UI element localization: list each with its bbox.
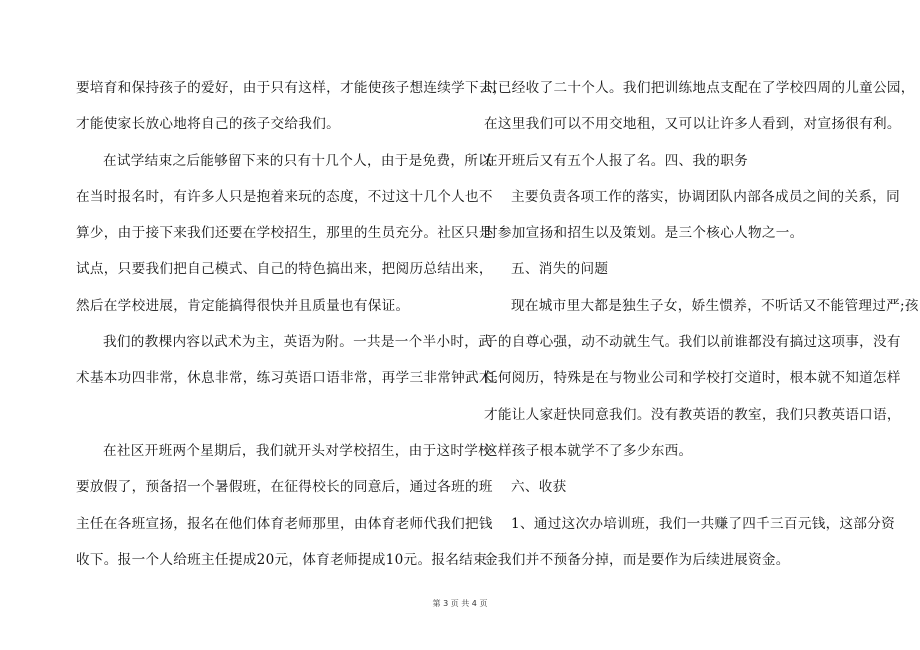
paragraph-line: 子的自尊心强，动不动就生气。我们以前谁都没有搞过这项事，没有 bbox=[484, 334, 901, 351]
left-column bbox=[76, 70, 507, 578]
paragraph-line: 术基本功四非常，休息非常，练习英语口语非常，再学三非常钟武术。 bbox=[76, 370, 507, 387]
section-heading: 六、收获 bbox=[511, 479, 567, 496]
paragraph-line: 这样孩子根本就学不了多少东西。 bbox=[484, 442, 693, 459]
paragraph-line: 主任在各班宣扬，报名在他们体育老师那里，由体育老师代我们把钱 bbox=[76, 515, 493, 532]
paragraph-line: 要放假了，预备招一个暑假班，在征得校长的同意后，通过各班的班 bbox=[76, 479, 493, 496]
paragraph-line: 要培育和保持孩子的爱好，由于只有这样，才能使孩子想连续学下去， bbox=[76, 80, 507, 96]
paragraph-line: 才能使家长放心地将自己的孩子交给我们。 bbox=[76, 116, 340, 133]
paragraph-line: 任何阅历，特殊是在与物业公司和学校打交道时，根本就不知道怎样 bbox=[484, 370, 901, 387]
paragraph-line: 然后在学校进展，肯定能搞得很快并且质量也有保证。 bbox=[76, 297, 410, 314]
paragraph-line: 时参加宣扬和招生以及策划。是三个核心人物之一。 bbox=[484, 225, 804, 242]
paragraph-line: 在试学结束之后能够留下来的只有十几个人，由于是免费，所以 bbox=[103, 152, 493, 169]
paragraph-line: 在开班后又有五个人报了名。四、我的职务 bbox=[484, 152, 748, 169]
paragraph-line: 在社区开班两个星期后，我们就开头对学校招生，由于这时学校 bbox=[103, 442, 493, 459]
paragraph-line: 试点，只要我们把自己模式、自己的特色搞出来，把阅历总结出来， bbox=[76, 261, 493, 278]
section-heading: 五、消失的问题 bbox=[511, 261, 609, 278]
blank-line bbox=[76, 397, 461, 433]
paragraph-line: 在当时报名时，有许多人只是抱着来玩的态度，不过这十几个人也不 bbox=[76, 188, 493, 205]
paragraph-line: 主要负责各项工作的落实，协调团队内部各成员之间的关系，同 bbox=[511, 188, 901, 205]
paragraph-line: 算少，由于接下来我们还要在学校招生，那里的生员充分。社区只是 bbox=[76, 225, 493, 242]
paragraph-line: 现在城市里大都是独生子女，娇生惯养，不听话又不能管理过严;孩 bbox=[511, 297, 919, 314]
paragraph-line: 1、通过这次办培训班，我们一共赚了四千三百元钱，这部分资 bbox=[511, 515, 896, 532]
paragraph-line: 我们的教棵内容以武术为主，英语为附。一共是一个半小时，武 bbox=[103, 334, 493, 351]
page-number-footer: 第 3 页 共 4 页 bbox=[432, 599, 488, 608]
paragraph-line: 收下。报一个人给班主任提成20元，体育老师提成10元。报名结束 bbox=[76, 551, 487, 568]
paragraph-line: 在这里我们可以不用交地租，又可以让许多人看到，对宣扬很有利。 bbox=[484, 116, 901, 133]
right-column bbox=[484, 70, 919, 578]
paragraph-line: 才能让人家赶快同意我们。没有教英语的教室，我们只教英语口语， bbox=[484, 406, 901, 423]
paragraph-line: 时已经收了二十个人。我们把训练地点支配在了学校四周的儿童公园， bbox=[484, 80, 915, 96]
paragraph-line: 金我们并不预备分掉，而是要作为后续进展资金。 bbox=[484, 551, 790, 568]
